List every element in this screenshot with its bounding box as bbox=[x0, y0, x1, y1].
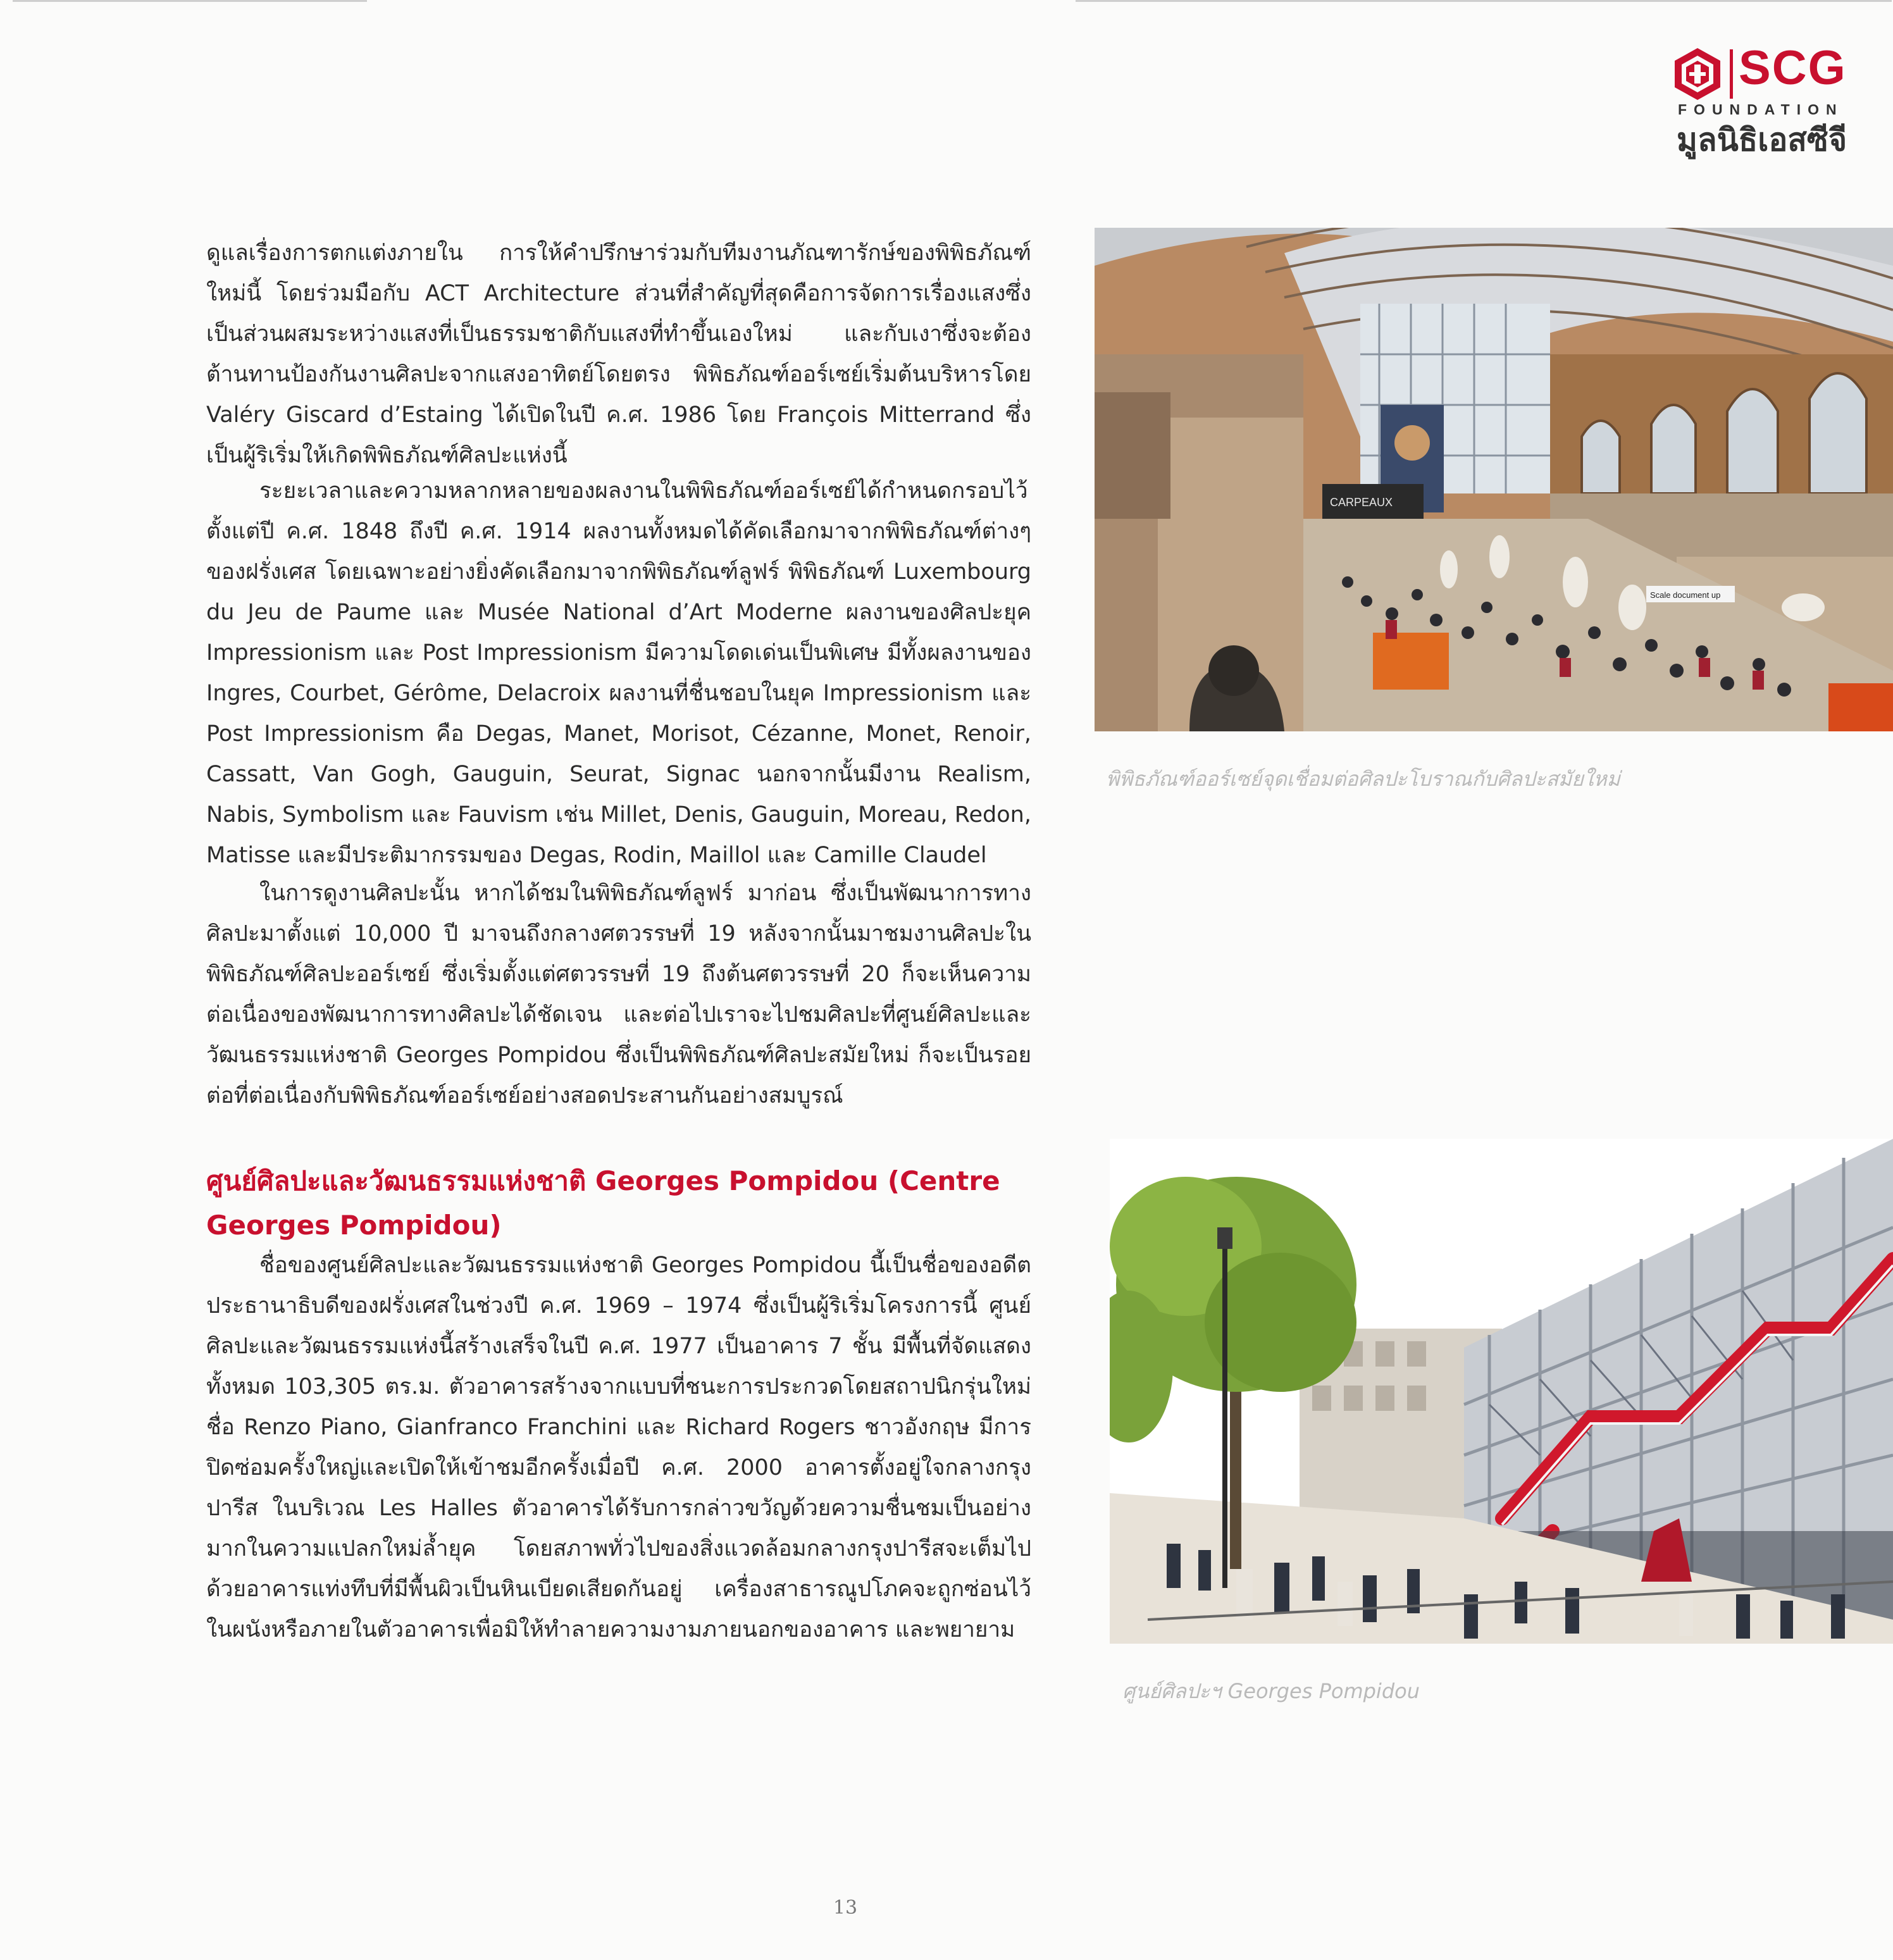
scg-emblem-icon bbox=[1670, 47, 1725, 101]
logo-foundation-text: FOUNDATION bbox=[1678, 101, 1844, 118]
page-number: 13 bbox=[833, 1897, 858, 1919]
section-body-paragraph: ชื่อของศูนย์ศิลปะและวัฒนธรรมแห่งชาติ Georges Pompidou นี้เป็นชื่อของอดีตประธานาธิบดีของฝรั่งเศสในช่วงปี ค.ศ. 1969 – 1974 ซึ่งเป็นผู้ริเริ่มโครงการนี้ ศูนย์ศิลปะและวัฒนธรรมแห่งนี้สร้างเสร็จในปี ค.ศ. 1977 เป็นอาคาร 7 ชั้น มีพื้นที่จัดแสดงทั้งหมด 103,305 ตร.ม. ตัวอาคารสร้างจากแบบที่ชนะการประกวดโดยสถาปนิกรุ่นใหม่ชื่อ Renzo Piano, Gianfranco Franchini และ Richard Rogers ชาวอังกฤษ มีการปิดซ่อมครั้งใหญ่และเปิดให้เข้าชมอีกครั้งเมื่อปี ค.ศ. 2000 อาคารตั้งอยู่ใจกลางกรุงปารีส ในบริเวณ Les Halles ตัวอาคารได้รับการกล่าวขวัญด้วยความชื่นชมเป็นอย่างมากในความแปลกใหม่ล้ำยุค โดยสภาพทั่วไปของสิ่งแวดล้อมกลางกรุงปารีสจะเต็มไปด้วยอาคารแท่งทึบที่มีพื้นผิวเป็นหินเบียดเสียดกันอยู่ เครื่องสาธารณูปโภคจะถูกซ่อนไว้ในผนังหรือภายในตัวอาคารเพื่อมิให้ทำลายความงามภายนอกของอาคาร และพยายาม bbox=[206, 1253, 1031, 1642]
logo-brand-text: SCG bbox=[1739, 41, 1847, 95]
pompidou-photo-caption: ศูนย์ศิลปะฯ Georges Pompidou bbox=[1122, 1679, 1420, 1703]
body-paragraph-2: ระยะเวลาและความหลากหลายของผลงานในพิพิธภัณฑ์ออร์เซย์ได้กำหนดกรอบไว้ตั้งแต่ปี ค.ศ. 1848 ถึงปี ค.ศ. 1914 ผลงานทั้งหมดได้คัดเลือกมาจากพิพิธภัณฑ์ต่างๆ ของฝรั่งเศส โดยเฉพาะอย่างยิ่งคัดเลือกมาจากพิพิธภัณฑ์ลูฟร์ พิพิธภัณฑ์ Luxembourg du Jeu de Paume และ Musée National d’Art Moderne ผลงานของศิลปะยุค Impressionism และ Post Impressionism มีความโดดเด่นเป็นพิเศษ มีทั้งผลงานของ Ingres, Courbet, Gérôme, Delacroix ผลงานที่ชื่นชอบในยุค Impressionism และ Post Impressionism คือ Degas, Manet, Morisot, Cézanne, Monet, Renoir, Cassatt, Van Gogh, Gauguin, Seurat, Signac นอกจากนั้นมีงาน Realism, Nabis, Symbolism และ Fauvism เช่น Millet, Denis, Gauguin, Moreau, Redon, Matisse และมีประติมากรรมของ Degas, Rodin, Maillol และ Camille Claudel bbox=[206, 478, 1031, 868]
logo-divider bbox=[1730, 49, 1733, 99]
pompidou-exterior-photo bbox=[1110, 1139, 1893, 1644]
top-rule-left bbox=[13, 0, 367, 2]
orsay-sign-text: CARPEAUX bbox=[1330, 496, 1393, 509]
body-paragraph-1: ดูแลเรื่องการตกแต่งภายใน การให้คำปรึกษาร่วมกับทีมงานภัณฑารักษ์ของพิพิธภัณฑ์ใหม่นี้ โดยร่วมมือกับ ACT Architecture ส่วนที่สำคัญที่สุดคือการจัดการเรื่องแสงซึ่งเป็นส่วนผสมระหว่างแสงที่เป็นธรรมชาติกับแสงที่ทำขึ้นเองใหม่ และกับเงาซึ่งจะต้องต้านทานป้องกันงานศิลปะจากแสงอาทิตย์โดยตรง พิพิธภัณฑ์ออร์เซย์เริ่มต้นบริหารโดย Valéry Giscard d’Estaing ได้เปิดในปี ค.ศ. 1986 โดย François Mitterrand ซึ่งเป็นผู้ริเริ่มให้เกิดพิพิธภัณฑ์ศิลปะแห่งนี้ bbox=[206, 240, 1031, 468]
logo-thai-text: มูลนิธิเอสซีจี bbox=[1677, 121, 1847, 158]
orsay-label-text: Scale document up bbox=[1650, 590, 1721, 600]
top-rule-right bbox=[1076, 0, 1892, 2]
orsay-interior-photo bbox=[1095, 228, 1893, 731]
scg-foundation-logo bbox=[1670, 40, 1860, 158]
orsay-photo-caption: พิพิธภัณฑ์ออร์เซย์จุดเชื่อมต่อศิลปะโบราณกับศิลปะสมัยใหม่ bbox=[1106, 767, 1620, 791]
section-heading: ศูนย์ศิลปะและวัฒนธรรมแห่งชาติ Georges Pompidou (Centre Georges Pompidou) bbox=[206, 1165, 1000, 1241]
body-paragraph-3: ในการดูงานศิลปะนั้น หากได้ชมในพิพิธภัณฑ์ลูฟร์ มาก่อน ซึ่งเป็นพัฒนาการทางศิลปะมาตั้งแต่ 10,000 ปี มาจนถึงกลางศตวรรษที่ 19 หลังจากนั้นมาชมงานศิลปะในพิพิธภัณฑ์ศิลปะออร์เซย์ ซึ่งเริ่มตั้งแต่ศตวรรษที่ 19 ถึงต้นศตวรรษที่ 20 ก็จะเห็นความต่อเนื่องของพัฒนาการทางศิลปะได้ชัดเจน และต่อไปเราจะไปชมศิลปะที่ศูนย์ศิลปะและวัฒนธรรมแห่งชาติ Georges Pompidou ซึ่งเป็นพิพิธภัณฑ์ศิลปะสมัยใหม่ ก็จะเป็นรอยต่อที่ต่อเนื่องกับพิพิธภัณฑ์ออร์เซย์อย่างสอดประสานกันอย่างสมบูรณ์ bbox=[206, 881, 1031, 1108]
